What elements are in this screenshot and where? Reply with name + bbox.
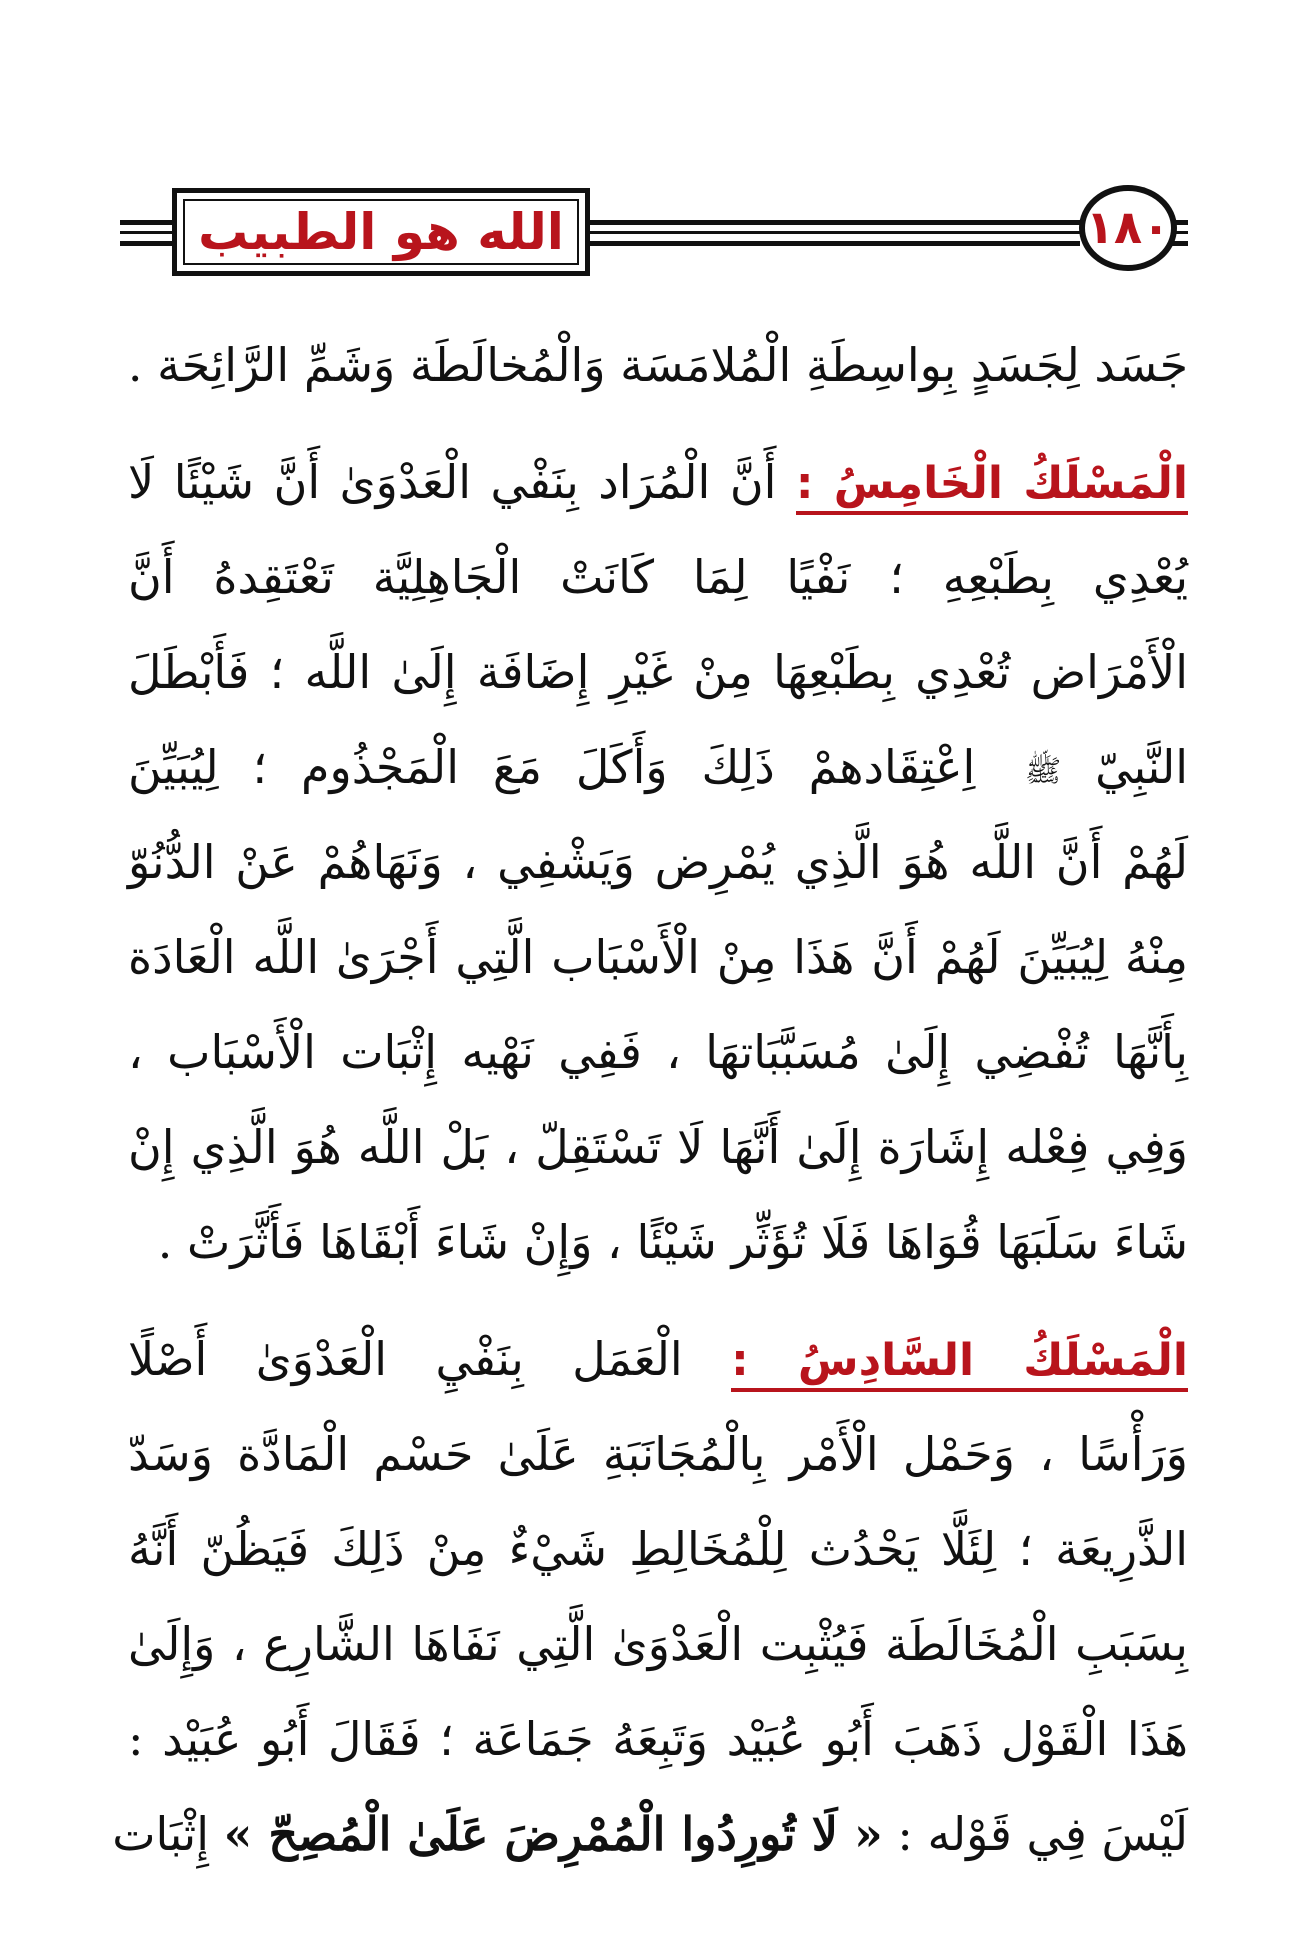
text-line xyxy=(112,1787,1188,1882)
text-run: اِعْتِقَادهمْ ذَلِكَ وَأَكَلَ مَعَ الْمَجْذُوم ؛ لِيُبَيِّنَ xyxy=(128,740,976,794)
text-run: أَنَّ الْمُرَاد بِنَفْي الْعَدْوَىٰ أَنَّ شَيْئًا لَا xyxy=(128,455,777,509)
text-line: بِأَنَّهَا تُفْضِي إِلَىٰ مُسَبَّبَاتهَا ، فَفِي نَهْيه إِثْبَات الْأَسْبَاب ، xyxy=(128,1025,1188,1079)
text-line: مِنْهُ لِيُبَيِّنَ لَهُمْ أَنَّ هَذَا مِنْ الْأَسْبَاب الَّتِي أَجْرَىٰ اللَّه الْعَادَة xyxy=(128,930,1188,984)
text-line xyxy=(128,1312,1188,1407)
text-line: لَهُمْ أَنَّ اللَّه هُوَ الَّذِي يُمْرِض وَيَشْفِي ، وَنَهَاهُمْ عَنْ الدُّنُوّ xyxy=(128,835,1188,889)
body-text xyxy=(112,318,1189,1882)
text-run: إِثْبَات xyxy=(112,1807,210,1861)
header-rule-left xyxy=(120,220,172,248)
text-line: الْأَمْرَاض تُعْدِي بِطَبْعِهَا مِنْ غَيْرِ إِضَافَة إِلَىٰ اللَّه ؛ فَأَبْطَلَ xyxy=(128,645,1188,699)
text-line xyxy=(128,720,1188,815)
section-heading-6: الْمَسْلَكُ السَّادِسُ : xyxy=(731,1335,1188,1392)
text-line: يُعْدِي بِطَبْعِهِ ؛ نَفْيًا لِمَا كَانَتْ الْجَاهِلِيَّة تَعْتَقِدهُ أَنَّ xyxy=(128,550,1188,604)
salawat-glyph: ﷺ xyxy=(1024,753,1062,789)
text-line: جَسَد لِجَسَدٍ بِواسِطَةِ الْمُلامَسَة وَالْمُخالَطَة وَشَمِّ الرَّائِحَة . xyxy=(127,338,1188,392)
page-number: ١٨٠ xyxy=(1085,200,1171,254)
text-run: الْعَمَل بِنَفْيِ الْعَدْوَىٰ أَصْلًا xyxy=(128,1332,683,1386)
text-run: لَيْسَ فِي قَوْله : xyxy=(897,1807,1188,1861)
text-line xyxy=(128,435,1188,530)
text-line: وَفِي فِعْله إِشَارَة إِلَىٰ أَنَّهَا لَا تَسْتَقِلّ ، بَلْ اللَّه هُوَ الَّذِي إِنْ xyxy=(128,1120,1188,1174)
page-number-oval xyxy=(1078,182,1178,274)
running-title: الله هو الطبيب xyxy=(198,203,564,261)
text-line: بِسَبَبِ الْمُخَالَطَة فَيُثْبِت الْعَدْوَىٰ الَّتِي نَفَاهَا الشَّارِع ، وَإِلَىٰ xyxy=(128,1617,1188,1671)
header-rule-middle xyxy=(590,220,1080,248)
page-header xyxy=(120,178,1188,290)
text-line: شَاءَ سَلَبَهَا قُوَاهَا فَلَا تُؤَثِّر شَيْئًا ، وَإِنْ شَاءَ أَبْقَاهَا فَأَثَّرَتْ . xyxy=(157,1215,1188,1269)
running-title-box xyxy=(172,188,590,276)
hadith-quote: « لَا تُورِدُوا الْمُمْرِضَ عَلَىٰ الْمُصِحّ » xyxy=(223,1807,883,1861)
text-line: الذَّرِيعَة ؛ لِئَلَّا يَحْدُث لِلْمُخَالِطِ شَيْءٌ مِنْ ذَلِكَ فَيَظُنّ أَنَّهُ xyxy=(128,1522,1188,1576)
section-heading-5: الْمَسْلَكُ الْخَامِسُ : xyxy=(796,458,1188,515)
header-rule-right xyxy=(1172,220,1188,248)
text-run: النَّبِيّ xyxy=(1095,740,1188,794)
text-line: وَرَأْسًا ، وَحَمْل الْأَمْر بِالْمُجَانَبَةِ عَلَىٰ حَسْم الْمَادَّة وَسَدّ xyxy=(128,1427,1188,1481)
text-line: هَذَا الْقَوْل ذَهَبَ أَبُو عُبَيْد وَتَبِعَهُ جَمَاعَة ؛ فَقَالَ أَبُو عُبَيْد : xyxy=(128,1712,1188,1766)
